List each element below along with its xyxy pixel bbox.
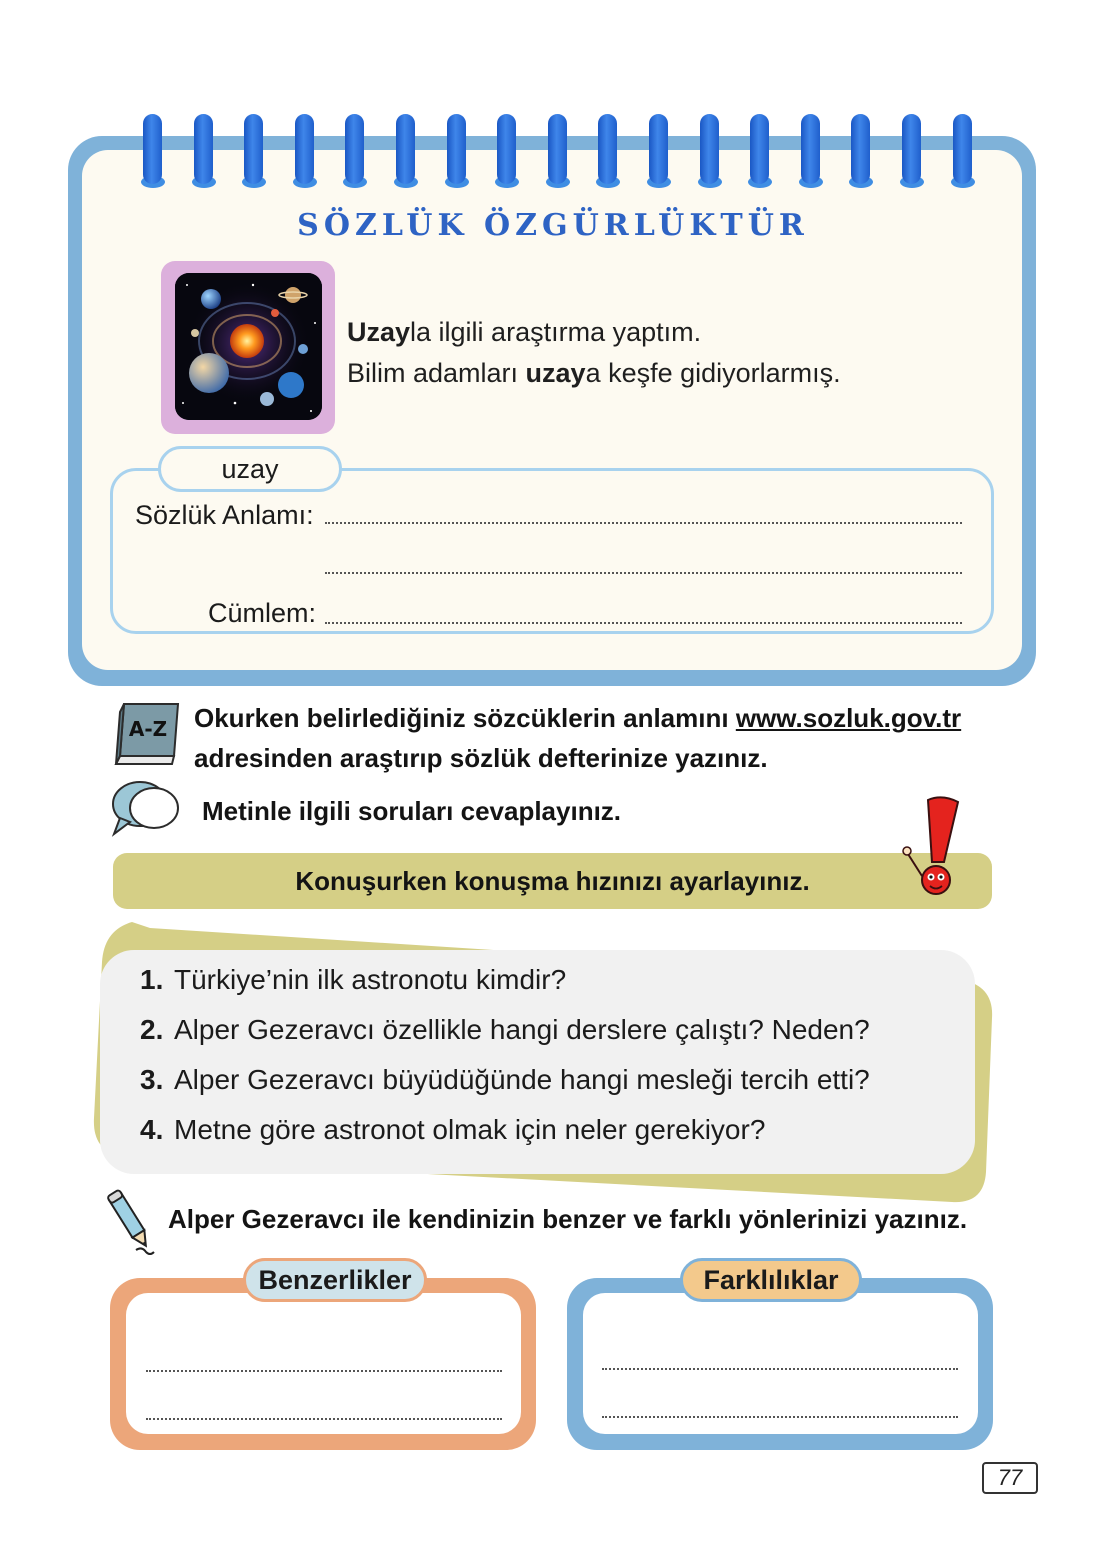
- question-number: 2.: [140, 1014, 164, 1045]
- binding-ring: [700, 114, 719, 184]
- intro-line-2-start: Bilim adamları: [347, 358, 526, 388]
- tip-text: Konuşurken konuşma hızınızı ayarlayınız.: [295, 866, 810, 896]
- intro-line-1: [347, 312, 907, 353]
- keyword-uzay: Uzay: [347, 317, 411, 347]
- binding-ring: [447, 114, 466, 184]
- binding-ring: [953, 114, 972, 184]
- binding-ring: [194, 114, 213, 184]
- question-text: Alper Gezeravcı özellikle hangi derslere çalıştı? Neden?: [174, 1014, 870, 1045]
- sentence-answer-line[interactable]: [325, 622, 962, 624]
- meaning-answer-line-2[interactable]: [325, 572, 962, 574]
- space-planets-image: [175, 273, 322, 420]
- binding-ring: [548, 114, 567, 184]
- question-2: [140, 1014, 870, 1046]
- meaning-label: Sözlük Anlamı:: [135, 500, 314, 530]
- speech-bubbles-icon: [110, 778, 182, 838]
- binding-ring: [750, 114, 769, 184]
- similarities-line-2[interactable]: [146, 1418, 502, 1420]
- similarities-area: [126, 1293, 521, 1434]
- question-4: [140, 1114, 765, 1146]
- dictionary-instruction-line-2: adresinden araştırıp sözlük defterinize yazınız.: [194, 743, 768, 773]
- question-number: 1.: [140, 964, 164, 995]
- dictionary-instruction: [194, 698, 961, 778]
- page-number: 77: [982, 1462, 1038, 1494]
- intro-line-1-rest: la ilgili araştırma yaptım.: [410, 317, 702, 347]
- question-1: [140, 964, 566, 996]
- differences-tag: Farklılıklar: [680, 1258, 862, 1302]
- binding-ring: [851, 114, 870, 184]
- differences-line-1[interactable]: [602, 1368, 958, 1370]
- intro-line-2: [347, 353, 907, 394]
- keyword-uzay-2: uzay: [525, 358, 586, 388]
- question-number: 3.: [140, 1064, 164, 1095]
- question-text: Metne göre astronot olmak için neler gerekiyor?: [174, 1114, 766, 1145]
- binding-ring: [598, 114, 617, 184]
- binding-ring: [396, 114, 415, 184]
- binding-ring: [345, 114, 364, 184]
- intro-line-2-rest: a keşfe gidiyorlarmış.: [585, 358, 841, 388]
- a-z-dictionary-book-icon: [112, 700, 182, 766]
- binding-ring: [143, 114, 162, 184]
- binding-ring: [497, 114, 516, 184]
- dictionary-instruction-line-1: [194, 698, 961, 738]
- dictionary-instruction-start: Okurken belirlediğiniz sözcüklerin anlamını: [194, 703, 736, 733]
- question-text: Alper Gezeravcı büyüdüğünde hangi mesleği tercih etti?: [174, 1064, 870, 1095]
- sozluk-link[interactable]: www.sozluk.gov.tr: [735, 703, 962, 733]
- space-illustration: [175, 273, 322, 420]
- question-text: Türkiye’nin ilk astronotu kimdir?: [174, 964, 567, 995]
- exclamation-character-icon: [898, 796, 968, 898]
- meaning-answer-line-1[interactable]: [325, 522, 962, 524]
- questions-instruction: Metinle ilgili soruları cevaplayınız.: [202, 796, 622, 826]
- binding-ring: [902, 114, 921, 184]
- question-3: [140, 1064, 870, 1096]
- sentence-label: Cümlem:: [208, 598, 317, 628]
- svg-text:A-Z: A-Z: [128, 717, 168, 741]
- question-number: 4.: [140, 1114, 164, 1145]
- page-title: SÖZLÜK ÖZGÜRLÜKTÜR: [297, 208, 809, 243]
- pencil-icon: [106, 1186, 156, 1258]
- binding-ring: [801, 114, 820, 184]
- binding-ring: [649, 114, 668, 184]
- binding-ring: [295, 114, 314, 184]
- differences-line-2[interactable]: [602, 1416, 958, 1418]
- word-tag: uzay: [158, 446, 342, 492]
- similarities-tag: Benzerlikler: [243, 1258, 427, 1302]
- intro-text: [347, 312, 907, 394]
- similarities-line-1[interactable]: [146, 1370, 502, 1372]
- compare-instruction: Alper Gezeravcı ile kendinizin benzer ve farklı yönlerinizi yazınız.: [168, 1204, 968, 1234]
- binding-ring: [244, 114, 263, 184]
- differences-area: [583, 1293, 978, 1434]
